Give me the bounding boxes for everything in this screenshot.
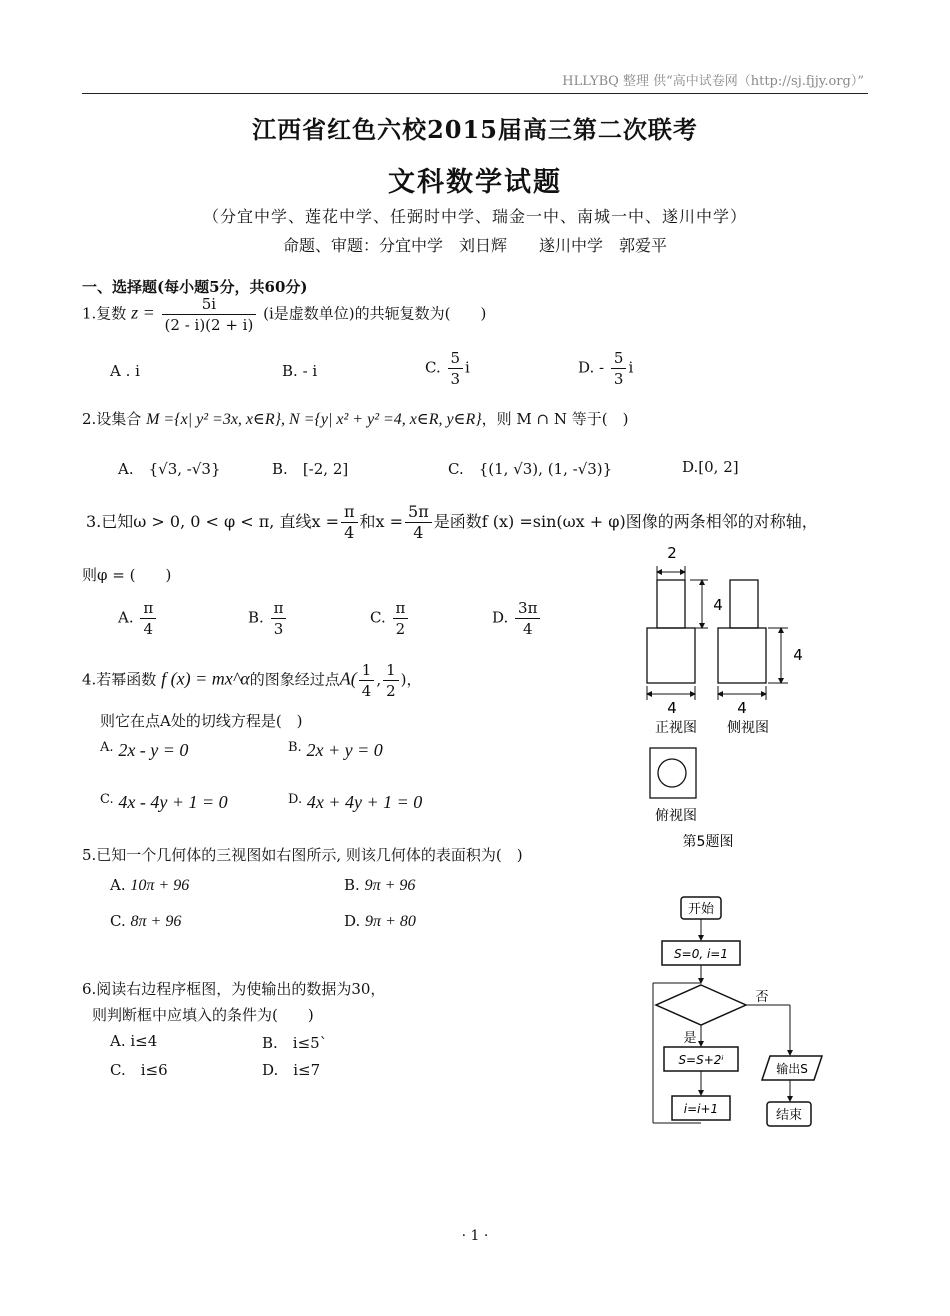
flow-decision — [656, 985, 746, 1025]
q3-line-2: 则φ = ( ) — [82, 566, 172, 584]
page-number: · 1 · — [461, 1228, 489, 1244]
question-6: 6.阅读右边程序框图，为使输出的数据为30， — [82, 980, 386, 998]
q3-option-d: D. $\frac{3\pi}{4}$ — [492, 598, 542, 639]
q2-option-d: D.[0, 2] — [682, 458, 739, 476]
svg-text:4: 4 — [793, 646, 803, 664]
side-view-lower — [718, 628, 766, 683]
q6-line-2: 则判断框中应填入的条件为( ) — [92, 1006, 314, 1024]
svg-text:S=S+2ⁱ: S=S+2ⁱ — [678, 1053, 724, 1067]
question-1 — [82, 294, 486, 335]
q4-option-c: C. 4x - 4y + 1 = 0 — [100, 792, 228, 812]
top-view-label: 俯视图 — [655, 808, 697, 824]
front-view-lower — [647, 628, 695, 683]
q1-suffix: (i是虚数单位)的共轭复数为( ) — [263, 304, 487, 323]
q6-option-d: D. i≤7 — [262, 1061, 321, 1079]
figure-caption: 第5题图 — [682, 834, 734, 850]
q1-option-a: A . i — [110, 362, 140, 380]
q1-fraction — [162, 294, 257, 335]
three-view-figure — [630, 540, 830, 850]
q2-option-c: C. {(1, √3), (1, -√3)} — [448, 460, 613, 478]
authors-line: 命题、审题：分宜中学 刘日辉 遂川中学 郭爱平 — [282, 236, 667, 255]
svg-text:4: 4 — [713, 596, 723, 614]
question-4: 4.若幂函数 f (x) = mx^α的图象经过点A( $\frac{1}{4}$ , $\frac{1}{2}$ )， — [82, 661, 422, 700]
top-view-square — [650, 748, 696, 798]
q1-den: (2 - i)(2 + i) — [164, 316, 254, 334]
q6-option-c: C. i≤6 — [110, 1061, 168, 1079]
svg-text:4: 4 — [737, 699, 747, 717]
exam-title: 江西省红色六校2015届高三第二次联考 — [252, 115, 698, 144]
q4-line-2: 则它在点A处的切线方程是( ) — [100, 712, 303, 730]
q6-option-b: B. i≤5` — [262, 1034, 328, 1052]
source-note: HLLYBQ 整理 供“高中试卷网（http://sj.fjjy.org）” — [562, 74, 864, 89]
question-2: 2.设集合 M ={x| y² =3x, x∈R}, N ={y| x² + y² =4, x∈R, y∈R}，则 M ∩ N 等于( ) — [82, 410, 629, 428]
side-view-upper — [730, 580, 758, 628]
svg-text:输出S: 输出S — [776, 1062, 808, 1076]
q2-option-b: B. [-2, 2] — [272, 460, 349, 478]
top-view-circle — [658, 759, 686, 787]
q4-option-a: A. 2x - y = 0 — [100, 740, 189, 760]
svg-text:是: 是 — [683, 1031, 697, 1046]
svg-text:否: 否 — [755, 990, 769, 1005]
question-5: 5.已知一个几何体的三视图如右图所示, 则该几何体的表面积为( ) — [82, 846, 523, 864]
svg-text:4: 4 — [667, 699, 677, 717]
q6-option-a: A. i≤4 — [110, 1032, 158, 1050]
svg-text:S=0, i=1: S=0, i=1 — [674, 947, 728, 961]
exam-subtitle: 文科数学试题 — [388, 167, 562, 198]
q1-prefix: 1.复数 — [82, 304, 127, 323]
q1-option-c: C. $\frac{5}{3}$ i — [425, 349, 470, 388]
q2-option-a: A. {√3, -√3} — [118, 460, 221, 478]
flowchart-figure — [640, 888, 830, 1133]
q3-option-b: B. $\frac{\pi}{3}$ — [248, 598, 288, 639]
q5-option-c: C. 8π + 96 — [110, 912, 182, 930]
q1-option-b: B. - i — [282, 362, 318, 380]
q4-option-d: D. 4x + 4y + 1 = 0 — [288, 792, 423, 812]
q3-option-c: C. $\frac{\pi}{2}$ — [370, 598, 410, 639]
front-view-label: 正视图 — [655, 720, 697, 736]
front-view-upper — [657, 580, 685, 628]
q1-var: z = — [131, 302, 155, 323]
svg-text:结束: 结束 — [775, 1108, 803, 1123]
side-view-label: 侧视图 — [727, 720, 769, 736]
header-divider — [82, 93, 868, 94]
q5-option-b: B. 9π + 96 — [344, 876, 416, 894]
q3-option-a: A. $\frac{\pi}{4}$ — [118, 598, 158, 639]
q5-option-a: A. 10π + 96 — [110, 876, 190, 894]
q1-num: 5i — [162, 294, 257, 315]
svg-text:开始: 开始 — [687, 902, 715, 917]
dim-top-label: 2 — [667, 544, 677, 562]
q4-option-b: B. 2x + y = 0 — [288, 740, 383, 760]
svg-text:i=i+1: i=i+1 — [683, 1102, 719, 1116]
q5-option-d: D. 9π + 80 — [344, 912, 416, 930]
section-heading: 一、选择题(每小题5分，共60分) — [82, 278, 308, 296]
question-3: 3.已知ω > 0, 0 < φ < π, 直线x = $\frac{\pi}{4}$ 和x = $\frac{5\pi}{4}$ 是函数f (x) =sin(ωx + φ)图像的两条相邻的对称轴， — [86, 502, 818, 542]
q1-option-d: D. - $\frac{5}{3}$ i — [578, 349, 634, 388]
school-list: （分宜中学、莲花中学、任弼时中学、瑞金一中、南城一中、遂川中学） — [202, 207, 747, 226]
